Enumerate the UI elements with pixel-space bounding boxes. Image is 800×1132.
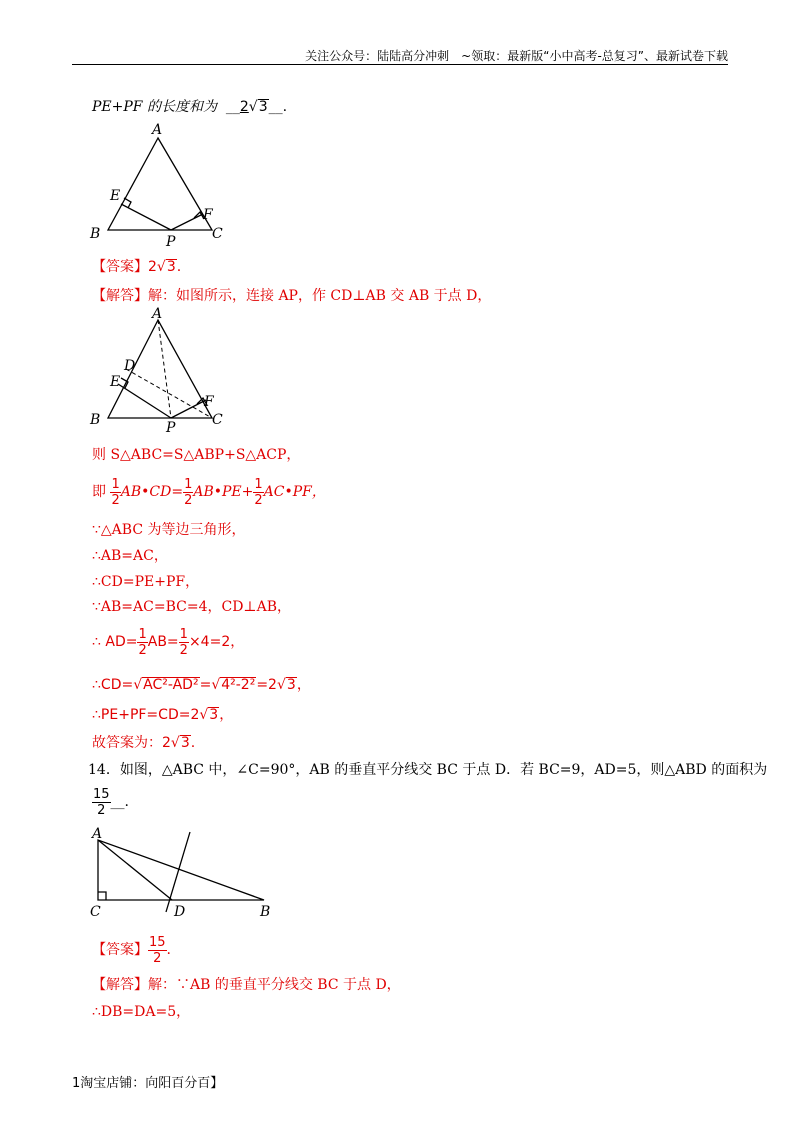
q14-answer-label: 【答案】 <box>92 942 148 958</box>
fraction-half <box>110 477 120 508</box>
fig1-label-C: C <box>212 226 223 242</box>
q13-step8-a: CD= <box>100 677 134 693</box>
q13-step9-suffix: ， <box>219 707 234 723</box>
q13-answer-line: 【答案】2√3. <box>92 259 182 275</box>
q13-answer-label: 【答案】 <box>92 259 148 275</box>
q13-final-radicand: 3 <box>180 735 190 751</box>
q13-step2-b: AB•PE+ <box>193 484 254 500</box>
fig1-label-A: A <box>152 122 163 138</box>
q14-stem: 14．如图，△ABC 中，∠C=90°，AB 的垂直平分线交 BC 于点 D．若 BC=9，AD=5，则△ABD 的面积为 <box>88 762 768 778</box>
q13-step8-radicand-3: 3 <box>286 677 296 693</box>
fig2-label-D: D <box>124 358 136 374</box>
q13-question-line: PE+PF 的长度和为 __2√3__. <box>92 99 288 115</box>
figure-3-right-triangle <box>84 824 284 924</box>
frac-num: 1 <box>179 626 188 642</box>
q13-answer-radicand: 3 <box>166 259 176 275</box>
q13-final-coef: 2 <box>162 735 171 751</box>
q13-step7 <box>92 625 244 659</box>
q13-step7-suffix: ， <box>230 634 245 650</box>
q14-answer-line <box>92 932 171 968</box>
fraction-half <box>253 477 263 508</box>
q13-step8-b: = <box>199 677 212 693</box>
fig3-label-A: A <box>92 826 103 842</box>
q13-step6: ∵AB=AC=BC=4，CD⊥AB， <box>92 599 291 615</box>
q14-blank-fraction <box>92 787 111 818</box>
q13-step1: 则 S△ABC=S△ABP+S△ACP， <box>92 447 301 463</box>
frac-num: 1 <box>111 476 120 492</box>
q13-step8: ∴CD=√AC²-AD²=√4²-2²=2√3， <box>92 677 311 693</box>
q13-step9: ∴PE+PF=CD=2√3， <box>92 707 234 723</box>
q13-step2-prefix: 即 <box>92 484 106 500</box>
fig3-label-B: B <box>260 904 271 920</box>
q14-step1: ∴DB=DA=5， <box>92 1004 191 1020</box>
q13-step7-c: ×4=2 <box>188 634 231 650</box>
q13-answer-coef: 2 <box>148 259 157 275</box>
q13-step9-a: PE+PF=CD=2 <box>100 707 200 723</box>
figure-2-triangle-with-altitude <box>80 306 240 436</box>
q14-solution-intro: 解：∵AB 的垂直平分线交 BC 于点 D， <box>148 977 401 993</box>
frac-num: 1 <box>184 476 193 492</box>
fig2-label-B: B <box>90 412 101 428</box>
q13-final-prefix: 故答案为： <box>92 735 162 751</box>
q13-step4: ∴AB=AC， <box>92 548 168 564</box>
fig2-label-F: F <box>204 394 214 410</box>
q14-answer-fraction <box>148 935 167 966</box>
fig1-label-B: B <box>90 226 101 242</box>
q13-step7-b: AB= <box>147 634 179 650</box>
frac-den: 2 <box>138 642 147 658</box>
q13-step8-suffix: ， <box>296 677 311 693</box>
fig1-label-P: P <box>166 234 176 248</box>
fig3-label-C: C <box>90 904 101 920</box>
q13-step7-a: AD= <box>105 634 138 650</box>
q13-step2-c: AC•PF， <box>263 484 326 500</box>
fig2-label-A: A <box>152 306 163 322</box>
q13-step5: ∴CD=PE+PF， <box>92 574 200 590</box>
q13-step2-a: AB•CD= <box>120 484 184 500</box>
q14-blank-suffix: __. <box>110 794 129 810</box>
fig1-label-F: F <box>203 207 213 223</box>
q13-step2 <box>92 476 326 508</box>
frac-num: 15 <box>93 786 110 802</box>
q13-solution-intro-line <box>92 287 491 305</box>
fig1-label-E: E <box>110 188 121 204</box>
frac-den: 2 <box>184 492 193 508</box>
q13-step9-prefix: ∴ <box>92 707 101 723</box>
q13-step9-radicand: 3 <box>209 707 219 723</box>
q13-suffix: __. <box>268 99 288 115</box>
q14-solution-intro-line <box>92 976 401 994</box>
q14-answer-suffix: . <box>166 942 171 958</box>
q13-step8-radicand-2: 4²-2² <box>221 677 256 693</box>
fraction-half <box>137 627 147 658</box>
fig3-label-D: D <box>174 904 186 920</box>
fig2-label-E: E <box>110 374 121 390</box>
q13-step8-radicand-1: AC²-AD² <box>143 677 199 693</box>
fraction-half <box>183 477 193 508</box>
fig2-label-C: C <box>212 412 223 428</box>
q13-blank-coef: 2 <box>239 99 249 115</box>
frac-den: 2 <box>111 492 120 508</box>
frac-num: 15 <box>149 934 166 950</box>
q13-prefix: PE+PF 的长度和为 <box>92 99 217 115</box>
q13-step7-prefix: ∴ <box>92 634 101 650</box>
fraction-half <box>179 627 189 658</box>
frac-den: 2 <box>254 492 263 508</box>
q13-final-answer: 故答案为：2√3. <box>92 735 196 751</box>
figure-1-equilateral-triangle <box>80 118 240 248</box>
frac-den: 2 <box>153 950 162 966</box>
frac-den: 2 <box>179 642 188 658</box>
frac-num: 1 <box>254 476 263 492</box>
q13-final-suffix: . <box>190 735 196 751</box>
q13-step8-prefix: ∴ <box>92 677 101 693</box>
q14-blank-line <box>92 784 129 820</box>
q13-blank-radicand: 3 <box>258 99 268 115</box>
fig2-label-P: P <box>166 420 176 436</box>
q13-step8-c: =2 <box>256 677 277 693</box>
q13-solution-label: 【解答】 <box>92 288 148 304</box>
q13-answer-suffix: . <box>176 259 182 275</box>
page-footer: 1​淘宝店铺：向阳百分百】 <box>72 1076 224 1091</box>
q13-solution-intro: 解：如图所示，连接 AP，作 CD⊥AB 交 AB 于点 D， <box>148 288 492 304</box>
q14-solution-label: 【解答】 <box>92 977 148 993</box>
frac-num: 1 <box>138 626 147 642</box>
q13-step3: ∵△ABC 为等边三角形， <box>92 522 246 538</box>
frac-den: 2 <box>97 802 106 818</box>
page-header: 关注公众号：陆陆高分冲刺 ~领取：最新版“小中高考-总复习”、最新试卷下载 <box>305 49 728 63</box>
header-rule <box>72 64 728 65</box>
